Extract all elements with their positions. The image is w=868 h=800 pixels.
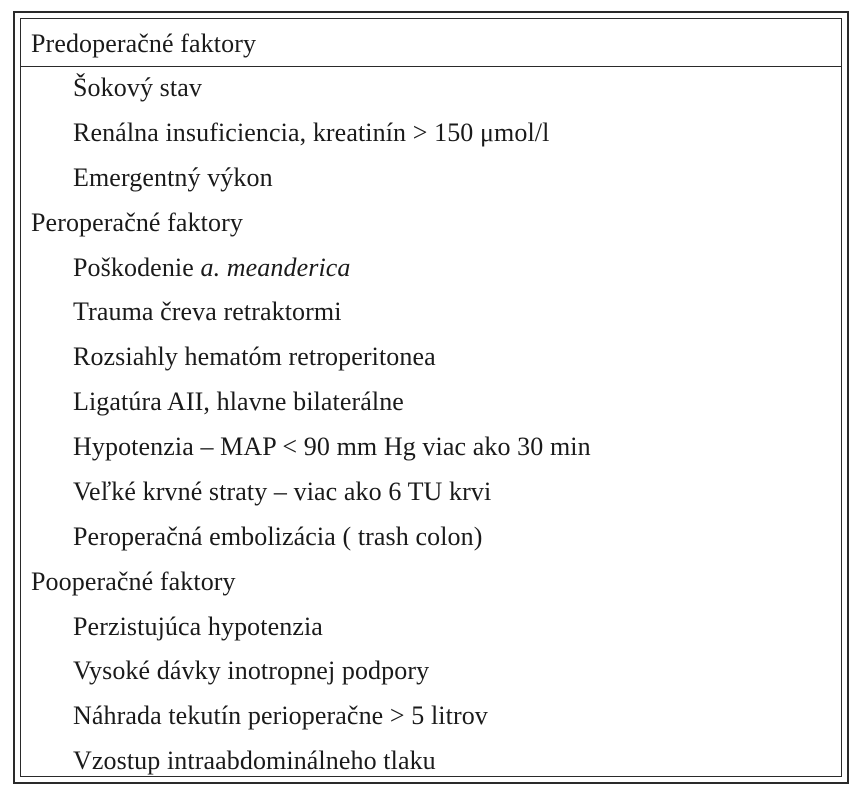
list-item-text: Poškodenie — [73, 253, 201, 282]
list-item: Náhrada tekutín perioperačne > 5 litrov — [73, 701, 488, 730]
section-heading-peroperative: Peroperačné faktory — [31, 208, 243, 237]
list-item: Vzostup intraabdominálneho tlaku — [73, 746, 436, 775]
section-heading-preoperative: Predoperačné faktory — [31, 29, 257, 58]
section-heading-postoperative: Pooperačné faktory — [31, 567, 236, 596]
list-item: Ligatúra AII, hlavne bilaterálne — [73, 387, 404, 416]
list-item-italic-term: a. meanderica — [200, 253, 351, 282]
list-item: Vysoké dávky inotropnej podpory — [73, 656, 430, 685]
list-item: Rozsiahly hematóm retroperitonea — [73, 342, 436, 371]
list-item: Peroperačná embolizácia ( trash colon) — [73, 522, 483, 551]
list-item: Šokový stav — [73, 73, 202, 102]
list-item: Hypotenzia – MAP < 90 mm Hg viac ako 30 min — [73, 432, 591, 461]
list-item: Perzistujúca hypotenzia — [73, 612, 323, 641]
header-divider — [20, 66, 842, 67]
list-item: Trauma čreva retraktormi — [73, 297, 342, 326]
list-item: Renálna insuficiencia, kreatinín > 150 μmol/l — [73, 118, 550, 147]
list-item: Emergentný výkon — [73, 163, 273, 192]
list-item: Veľké krvné straty – viac ako 6 TU krvi — [73, 477, 492, 506]
list-item — [73, 253, 351, 283]
